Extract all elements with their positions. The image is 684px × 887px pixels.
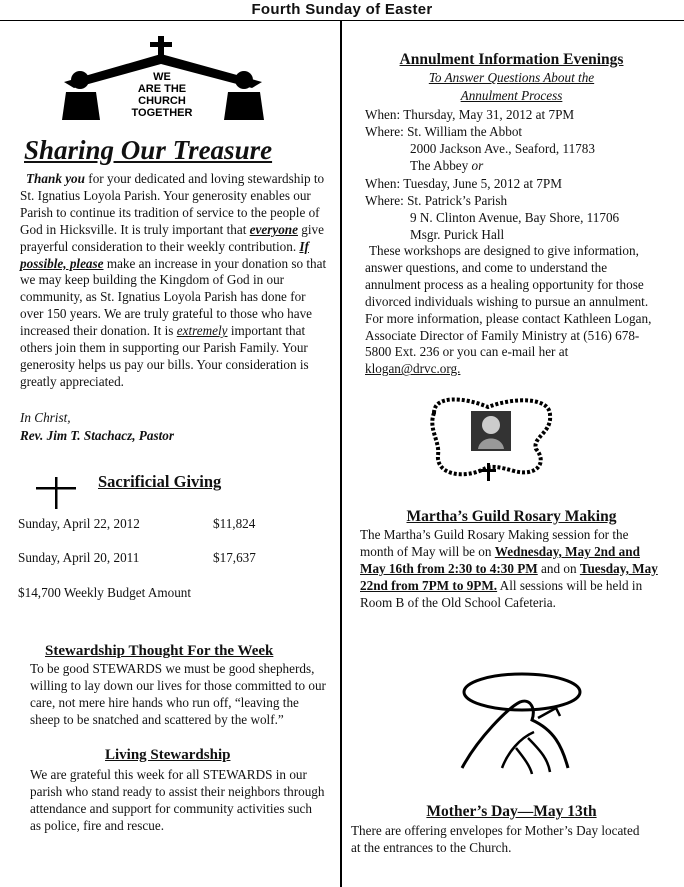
sharing-title: Sharing Our Treasure — [24, 135, 273, 165]
annulment-title: Annulment Information Evenings — [399, 51, 624, 68]
sharing-body: Thank you for your dedicated and loving stewardship to St. Ignatius Loyola Parish. Your generosity enables our Parish to continue its tradition of service to the people of God in Hicksville. It is truly important that everyone give prayerful consideration to their weekly contribution. If possible, please make an increase in your donation so that we may keep building the Kingdom of God in our community, as St. Ignatius Loyola Parish has done for over 150 years. We are truly grateful to those who have increased their donation. It is extremely important that others join them in supporting our Parish Family. Your generosity helps us pay our bills. Your consideration is greatly appreciated. — [20, 171, 327, 389]
logo-line-1: WE — [153, 71, 171, 83]
pastor-signature: Rev. Jim T. Stachacz, Pastor — [20, 428, 174, 443]
email-link[interactable]: klogan@drvc.org. — [365, 361, 461, 377]
annulment-location-1: The Abbey or — [410, 158, 484, 173]
column-divider — [340, 20, 342, 887]
rosary-image — [424, 393, 558, 485]
logo-line-4: TOGETHER — [131, 107, 193, 119]
annulment-where-2: Where: St. Patrick’s Parish — [365, 193, 508, 208]
giving-row-label: Sunday, April 20, 2011 — [18, 550, 140, 565]
rosary-title: Martha’s Guild Rosary Making — [406, 508, 617, 525]
mothers-day-title: Mother’s Day—May 13th — [426, 803, 597, 820]
logo-line-2: ARE THE — [137, 83, 187, 95]
annulment-where-1: Where: St. William the Abbot — [365, 124, 523, 139]
giving-row-amount: $17,637 — [213, 550, 256, 565]
cross-icon — [36, 477, 80, 509]
giving-title: Sacrificial Giving — [98, 472, 222, 491]
living-title: Living Stewardship — [105, 747, 231, 763]
praying-hands-image — [458, 668, 588, 780]
living-text: We are grateful this week for all STEWARDS in our parish who stand ready to assist their neighbors through attendance and support for community activities such as police, fire and rescue. — [30, 767, 325, 833]
annulment-when-2: When: Tuesday, June 5, 2012 at 7PM — [365, 176, 562, 191]
church-logo — [56, 34, 270, 120]
weekly-budget: $14,700 Weekly Budget Amount — [18, 585, 192, 600]
giving-row-label: Sunday, April 22, 2012 — [18, 516, 140, 531]
annulment-address-1: 2000 Jackson Ave., Seaford, 11783 — [410, 141, 595, 156]
annulment-subtitle: To Answer Questions About the — [428, 70, 595, 85]
annulment-location-2: Msgr. Purick Hall — [410, 227, 505, 242]
rosary-text: The Martha’s Guild Rosary Making session for the month of May will be on Wednesday, May 2nd and May 16th from 2:30 to 4:30 PM and on Tuesday, May 22nd from 7PM to 9PM. All sessions will be held in Room B of the Old School Cafeteria. — [360, 527, 658, 610]
annulment-subtitle: Annulment Process — [460, 88, 563, 103]
page-title: Fourth Sunday of Easter — [251, 1, 433, 18]
sharing-closing: In Christ, — [20, 410, 71, 425]
mothers-day-text: There are offering envelopes for Mother’s Day located at the entrances to the Church. — [351, 823, 640, 855]
annulment-address-2: 9 N. Clinton Avenue, Bay Shore, 11706 — [410, 210, 620, 225]
logo-line-3: CHURCH — [138, 95, 186, 107]
annulment-body: These workshops are designed to give information, answer questions, and come to understand the annulment process as a healing opportunity for those divorced individuals wishing to pursue an annulment. For more information, please contact Kathleen Logan, Associate Director of Family Ministry at (516) 678-5800 Ext. 236 or you can e-mail her at klogan@drvc.org. — [365, 243, 652, 377]
stewardship-title: Stewardship Thought For the Week — [45, 643, 274, 659]
annulment-when-1: When: Thursday, May 31, 2012 at 7PM — [365, 107, 575, 122]
stewardship-text: To be good STEWARDS we must be good shepherds, willing to lay down our lives for those committed to our care, not mere hire hands who run off, “leaving the sheep to be snatched and scattered by the wolf.” — [30, 661, 326, 727]
giving-row-amount: $11,824 — [213, 516, 256, 531]
